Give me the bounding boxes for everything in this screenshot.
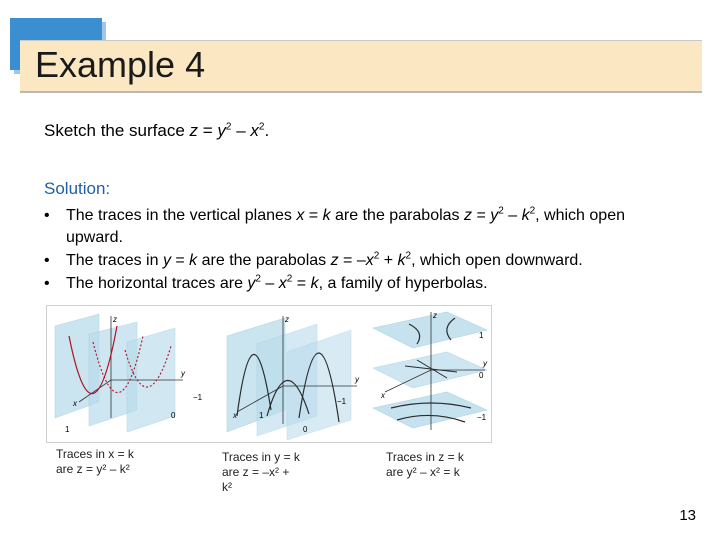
b3-p8: , a family of hyperbolas.: [318, 275, 488, 292]
b3-p0: The horizontal traces are: [66, 275, 248, 292]
problem-end: .: [264, 121, 270, 140]
axis-label-y: y: [483, 359, 487, 368]
caption-2-line2: are z = –x² +: [222, 465, 290, 479]
problem-x: x: [250, 121, 259, 140]
tick-label: −1: [337, 397, 347, 406]
caption-1: [56, 447, 134, 477]
bullet-dot: •: [44, 207, 50, 224]
caption-3-line2: are y² – x² = k: [386, 465, 460, 479]
axis-label-y: y: [355, 375, 359, 384]
title-rule: [20, 91, 702, 93]
b1-p11: 2: [529, 205, 536, 217]
tick-label: 0: [303, 425, 308, 434]
b3-p2: 2: [255, 273, 261, 285]
b3-p1: y: [247, 275, 256, 292]
problem-minus: –: [231, 121, 251, 140]
b2-p8: 2: [373, 250, 380, 262]
figure-panel: [46, 305, 492, 443]
caption-3: [386, 450, 464, 480]
b1-p8: 2: [498, 205, 504, 217]
figure-2: [227, 315, 360, 440]
b3-p4: x: [278, 275, 287, 292]
b2-p2: =: [170, 252, 190, 269]
b3-p6: =: [292, 275, 311, 292]
tick-label: 0: [171, 411, 176, 420]
b1-p1: x: [296, 207, 305, 224]
b1-p4: are the parabolas: [330, 207, 464, 224]
tick-label: −1: [477, 413, 487, 422]
b3-p7: k: [310, 275, 319, 292]
b1-p6: =: [472, 207, 491, 224]
problem-eq: =: [198, 121, 218, 140]
b2-p7: x: [365, 252, 374, 269]
b2-p1: y: [162, 252, 171, 269]
b1-p2: =: [304, 207, 323, 224]
axis-label-y: y: [181, 369, 185, 378]
tick-label: 1: [65, 425, 70, 434]
caption-2-line3: k²: [222, 480, 232, 494]
problem-prefix: Sketch the surface: [44, 121, 190, 140]
slide-title: Example 4: [35, 44, 206, 85]
solution-bullets: [44, 205, 684, 296]
axis-label-x: x: [233, 411, 237, 420]
caption-1-line1: Traces in x = k: [56, 447, 134, 461]
caption-2: [222, 450, 300, 495]
b2-p10: k: [397, 252, 406, 269]
bullet-item-3: [44, 273, 684, 295]
plane-shape: [373, 312, 487, 348]
page-number: 13: [679, 507, 696, 524]
b2-p0: The traces in: [66, 252, 163, 269]
problem-statement: [44, 121, 269, 141]
axis-label-z: z: [433, 311, 437, 320]
b1-p5: z: [464, 207, 472, 224]
caption-2-line1: Traces in y = k: [222, 450, 300, 464]
figure-1: [55, 314, 203, 434]
b3-p3: –: [260, 275, 279, 292]
tick-label: −1: [193, 393, 203, 402]
b1-p10: k: [521, 207, 530, 224]
b2-p3: k: [189, 252, 198, 269]
problem-z: z: [189, 121, 199, 140]
plane-shape: [373, 392, 487, 428]
b2-p12: , which open downward.: [411, 252, 583, 269]
bullet-dot: •: [44, 252, 50, 269]
problem-y: y: [217, 121, 226, 140]
bullet-item-2: [44, 250, 684, 272]
solution-label: Solution:: [44, 179, 111, 198]
caption-3-line1: Traces in z = k: [386, 450, 464, 464]
b2-p5: z: [330, 252, 339, 269]
b2-p4: are the parabolas: [197, 252, 331, 269]
b1-p7: y: [490, 207, 499, 224]
problem-sup1: 2: [225, 121, 232, 133]
axis-label-x: x: [381, 391, 385, 400]
b2-p9: +: [379, 252, 398, 269]
bullet-dot: •: [44, 275, 50, 292]
b1-p3: k: [322, 207, 331, 224]
axis-label-x: x: [73, 399, 77, 408]
tick-label: 0: [479, 371, 484, 380]
axis-label-z: z: [113, 315, 117, 324]
b2-p6: = –: [338, 252, 366, 269]
b1-p9: –: [503, 207, 522, 224]
problem-sup2: 2: [258, 121, 265, 133]
b3-p5: 2: [286, 273, 293, 285]
traces-figures: [47, 306, 491, 442]
figure-3: [373, 311, 488, 430]
axis-label-z: z: [285, 315, 289, 324]
b1-p12: , which open upward.: [66, 207, 625, 246]
b2-p11: 2: [405, 250, 412, 262]
caption-1-line2: are z = y² – k²: [56, 462, 130, 476]
tick-label: 1: [259, 411, 264, 420]
bullet-item-1: [44, 205, 684, 249]
b1-p0: The traces in the vertical planes: [66, 207, 297, 224]
tick-label: 1: [479, 331, 484, 340]
